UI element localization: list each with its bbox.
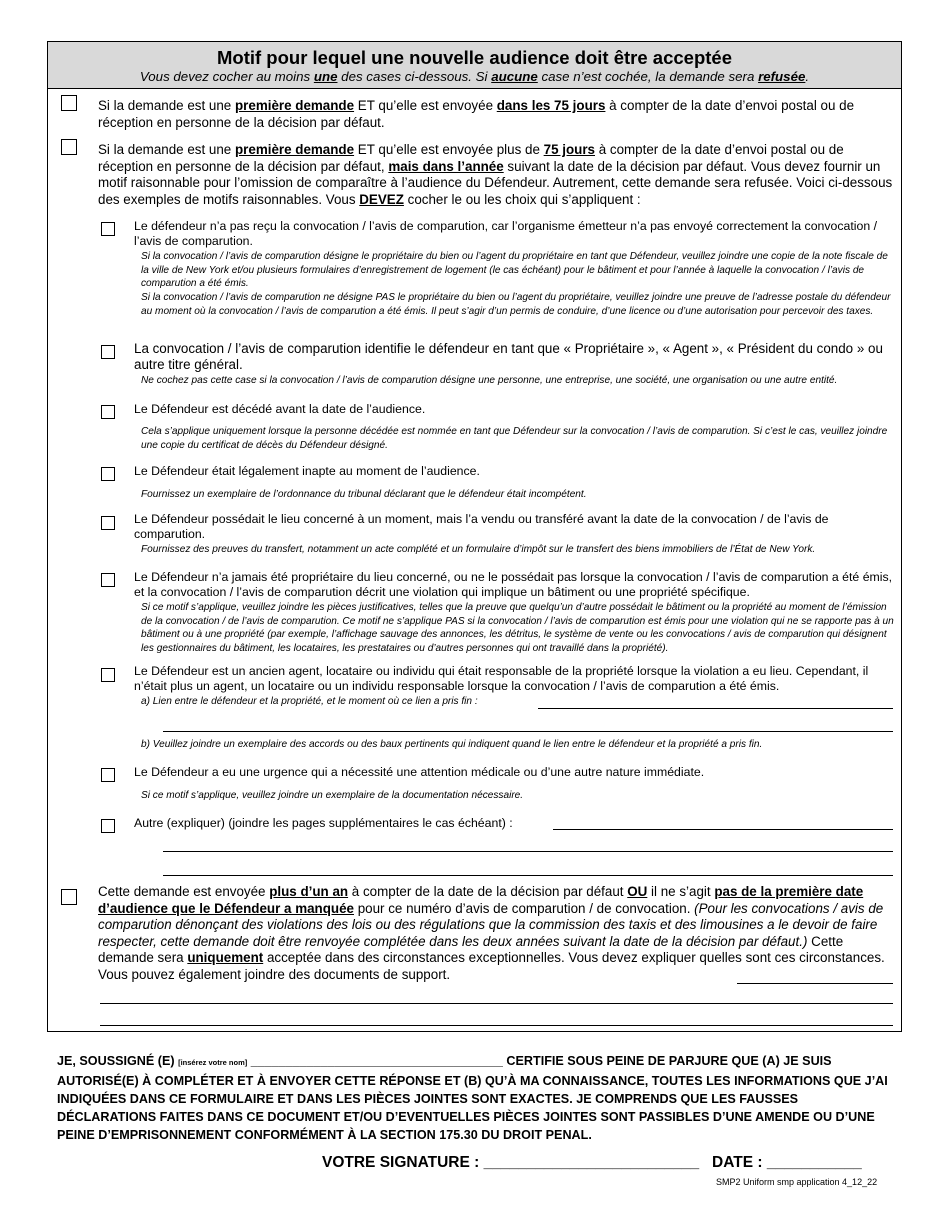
section-first-request-75-days: Si la demande est une première demande ET qu’elle est envoyée dans les 75 jours à compter de la date d’envoi postal ou de réception en personne de la décision par défaut. <box>98 98 855 130</box>
other-explain-field[interactable] <box>553 829 893 830</box>
note-never-owner: Si ce motif s’applique, veuillez joindre les pièces justificatives, telles que la preuve que quelqu’un d’autre possédait le bâtiment ou la propriété au moment de l’émission de la convocation / de l’avis de comparution. Ce motif ne s’applique PAS si la convocation / l’avis de comparution est émis pour une violation qui ne se rapporte pas à un bâtiment ou à une propriété (par exemple, l’affichage sauvage des annonces, les détritus, le système de vente ou les convocations / avis de comparution qui désignent les gestionnaires du bâtiment, les locataires, les prestataires ou d’autres personnes qui ont travaillé dans la propriété). <box>141 602 894 654</box>
option-other: Autre (expliquer) (joindre les pages supplémentaires le cas échéant) : <box>134 816 513 830</box>
note-defendant-deceased: Cela s’applique uniquement lorsque la personne décédée est nommée en tant que Défendeur sur la convocation / l’avis de comparution. Si c’est le cas, veuillez joindre une copie du certificat de décès du Défendeur désigné. <box>141 426 888 451</box>
circumstances-field-line2[interactable] <box>100 1003 893 1004</box>
checkbox-first-request-75-days[interactable] <box>61 95 77 111</box>
option-property-transferred: Le Défendeur possédait le lieu concerné à un moment, mais l’a vendu ou transféré avant la date de la convocation / de l’avis de comparution. <box>134 512 829 541</box>
option-medical-emergency: Le Défendeur a eu une urgence qui a nécessité une attention médicale ou d’une autre nature immédiate. <box>134 765 705 779</box>
section-more-than-one-year: Cette demande est envoyée plus d’un an à compter de la date de la décision par défaut OU il ne s’agit pas de la première date d’audience que le Défendeur a manquée pour ce numéro d’avis de comparution / de convocation. (Pour les convocations / avis de comparution dénonçant des violations des lois ou des régulations que la commission des taxis et des limousines a le devoir de faire respecter, cette demande doit être renvoyée complétée dans les deux années suivant la date de la décision par défaut.) Cette demande sera uniquement acceptée dans des circonstances exceptionnelles. Vous devez expliquer quelles sont ces circonstances. Vous pouvez également joindre des documents de support. <box>98 884 885 982</box>
certification-statement: JE, SOUSSIGNÉ (E) [insérez votre nom] ____________________________________ CERTIFIE SOUS PEINE DE PARJURE QUE (A) JE SUIS AUTORISÉ(E) À COMPLÉTER ET À ENVOYER CETTE RÉPONSE ET (B) QU’À MA CONNAISSANCE, TOUTES LES INFORMATIONS QUE J’AI INDIQUÉES DANS CE FORMULAIRE ET DANS LES PIÈCES JOINTES SONT EXACTES. JE COMPRENDS QUE LES FAUSSES DÉCLARATIONS FAITES DANS CE DOCUMENT ET/OU D’EVENTUELLES PIÈCES JOINTES SONT PASSIBLES D’UNE AMENDE OU D’UNE PEINE D’EMPRISONNEMENT CONFORMÉMENT À LA SECTION 175.30 DU DROIT PENAL. <box>57 1054 888 1142</box>
date-field[interactable]: DATE : ___________ <box>712 1154 862 1171</box>
other-explain-field-line3[interactable] <box>163 875 893 876</box>
note-leases: b) Veuillez joindre un exemplaire des accords ou des baux pertinents qui indiquent quand le lien entre le défendeur et la propriété a pris fin. <box>141 739 763 750</box>
form-footer: SMP2 Uniform smp application 4_12_22 <box>716 1177 878 1187</box>
checkbox-property-transferred[interactable] <box>101 516 115 530</box>
checkbox-former-agent[interactable] <box>101 668 115 682</box>
checkbox-defendant-deceased[interactable] <box>101 405 115 419</box>
option-summons-not-served: Le défendeur n’a pas reçu la convocation / l’avis de comparution, car l’organisme émetteur n’a pas envoyé correctement la convocation / l’avis de comparution. <box>134 219 878 248</box>
form-subtitle: Vous devez cocher au moins une des cases ci-dessous. Si aucune case n’est cochée, la demande sera refusée. <box>139 69 810 84</box>
signature-field[interactable]: VOTRE SIGNATURE : _________________________ <box>322 1154 700 1171</box>
section-first-request-within-year: Si la demande est une première demande ET qu’elle est envoyée plus de 75 jours à compter de la date d’envoi postal ou de réception en personne de la décision par défaut, mais dans l’année suivant la date de la décision par défaut. Vous devez fournir un motif raisonnable pour l’omission de comparaître à l’audience du Défendeur. Autrement, cette demande sera refusée. Voici ci-dessous des exemples de motifs raisonnables. Vous DEVEZ cocher le ou les choix qui s’appliquent : <box>98 142 893 207</box>
relationship-end-field[interactable] <box>538 708 893 709</box>
option-legally-incompetent: Le Défendeur était légalement inapte au moment de l’audience. <box>134 464 480 478</box>
signature-line <box>322 1154 862 1172</box>
note-medical-emergency: Si ce motif s’applique, veuillez joindre un exemplaire de la documentation nécessaire. <box>141 790 524 801</box>
checkbox-medical-emergency[interactable] <box>101 768 115 782</box>
checkbox-generic-title[interactable] <box>101 345 115 359</box>
note-summons-owner: Si la convocation / l’avis de comparution désigne le propriétaire du bien ou l’agent du propriétaire en tant que Défendeur, veuillez joindre une copie de la note fiscale de la ville de New York et/ou plusieurs formulaires d’enregistrement de logement (le cas échéant) pour le bâtiment et pour l’année à laquelle la convocation / l’avis de comparution a été émis. <box>141 251 888 289</box>
circumstances-field[interactable] <box>737 983 893 984</box>
checkbox-never-owner[interactable] <box>101 573 115 587</box>
relationship-end-field-line2[interactable] <box>163 731 893 732</box>
checkbox-first-request-within-year[interactable] <box>61 139 77 155</box>
form-title: Motif pour lequel une nouvelle audience doit être acceptée <box>216 47 733 68</box>
option-generic-title: La convocation / l’avis de comparution identifie le défendeur en tant que « Propriétaire », « Agent », « Président du condo » ou autre titre général. <box>134 341 883 372</box>
option-never-owner: Le Défendeur n’a jamais été propriétaire du lieu concerné, ou ne le possédait pas lorsque la convocation / l’avis de comparution a été émis, et la convocation / l’avis de comparution décrit une violation qui implique un bâtiment ou une propriété spécifique. <box>134 570 893 599</box>
note-relationship-end: a) Lien entre le défendeur et la propriété, et le moment où ce lien a pris fin : <box>141 696 478 707</box>
note-generic-title: Ne cochez pas cette case si la convocation / l’avis de comparution désigne une personne, une entreprise, une société, une organisation ou une autre entité. <box>141 375 838 386</box>
checkbox-summons-not-served[interactable] <box>101 222 115 236</box>
checkbox-other[interactable] <box>101 819 115 833</box>
circumstances-field-line3[interactable] <box>100 1025 893 1026</box>
other-explain-field-line2[interactable] <box>163 851 893 852</box>
checkbox-legally-incompetent[interactable] <box>101 467 115 481</box>
form-header <box>48 42 901 89</box>
note-property-transferred: Fournissez des preuves du transfert, notamment un acte complété et un formulaire d’impôt sur le transfert des biens immobiliers de l’État de New York. <box>141 544 816 555</box>
option-former-agent: Le Défendeur est un ancien agent, locataire ou individu qui était responsable de la propriété lorsque la violation a eu lieu. Cependant, il n’était plus un agent, un locataire ou un individu responsable lorsque la convocation / l’avis de comparution a été émis. <box>134 664 869 693</box>
checkbox-more-than-one-year[interactable] <box>61 889 77 905</box>
note-legally-incompetent: Fournissez un exemplaire de l’ordonnance du tribunal déclarant que le défendeur était incompétent. <box>141 489 587 500</box>
option-defendant-deceased: Le Défendeur est décédé avant la date de l’audience. <box>134 402 426 416</box>
note-summons-not-owner: Si la convocation / l’avis de comparution ne désigne PAS le propriétaire du bien ou l’agent du propriétaire, veuillez joindre une preuve de l’adresse postale du défendeur au moment où la convocation / l’avis de comparution a été émis. Il peut s’agir d’un permis de conduire, d’une licence ou d’une autorisation pour percevoir des taxes. <box>141 292 891 317</box>
